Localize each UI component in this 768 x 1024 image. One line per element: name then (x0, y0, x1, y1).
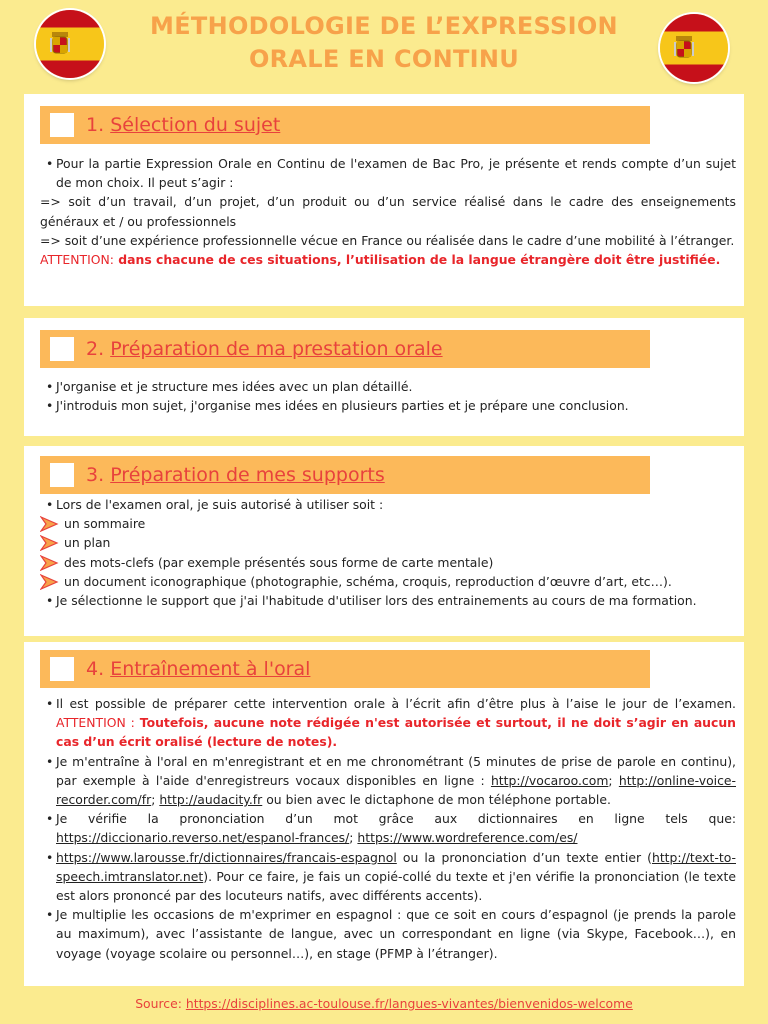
list-item: • Lors de l'examen oral, je suis autorisé à utiliser soit : (40, 495, 736, 514)
coat-of-arms-icon (674, 36, 694, 60)
spain-flag-icon (660, 14, 728, 82)
section-title: Sélection du sujet (110, 114, 281, 136)
attention-text: Toutefois, aucune note rédigée n'est autorisée et surtout, il ne doit s’agir en aucun cas d’un écrit oralisé (lecture de notes). (56, 715, 736, 750)
section-1-header (40, 106, 650, 144)
list-item: • Je sélectionne le support que j'ai l'habitude d'utiliser lors des entrainements au cours de ma formation. (40, 591, 736, 610)
section-1-body (40, 154, 736, 269)
link-vocaroo[interactable]: http://vocaroo.com (490, 772, 609, 788)
spain-flag-icon (36, 10, 104, 78)
list-item: un sommaire (40, 514, 736, 533)
link-reverso[interactable]: https://diccionario.reverso.net/espanol-frances/ (56, 830, 350, 846)
arrow-bullet-icon (40, 516, 60, 532)
checkbox-icon (50, 337, 74, 361)
section-1-card (24, 94, 744, 306)
section-4-header (40, 650, 650, 688)
list-item: • Je multiplie les occasions de m'exprimer en espagnol : que ce soit en cours d’espagnol (je prends la parole au maximum), avec l’assistante de langue, avec un correspondant en ligne (via Skype, Facebook…), en voyage (voyage scolaire ou personnel…), en stage (PFMP à l’étranger). (40, 905, 736, 963)
attention-label: ATTENTION: (40, 252, 114, 268)
arrow-bullet-icon (40, 535, 60, 551)
link-wordreference[interactable]: https://www.wordreference.com/es/ (357, 830, 578, 846)
section-2-header (40, 330, 650, 368)
list-item: • Je vérifie la prononciation d’un mot grâce aux dictionnaires en ligne tels que: https://diccionario.reverso.net/espanol-frances/; https://www.wordreference.com/es/ (40, 809, 736, 847)
list-item: • J'introduis mon sujet, j'organise mes idées en plusieurs parties et je prépare une conclusion. (40, 396, 736, 415)
page-title (130, 10, 638, 76)
section-3-card (24, 446, 744, 636)
section-3-header (40, 456, 650, 494)
link-online-voice-recorder[interactable]: http://online-voice-recorder.com/fr (56, 772, 736, 808)
section-4-card (24, 642, 744, 986)
title-line-1: MÉTHODOLOGIE DE L’EXPRESSION (150, 12, 618, 40)
source-footer (0, 996, 768, 1011)
section-title: Préparation de mes supports (110, 464, 385, 486)
arrow-bullet-icon (40, 555, 60, 571)
section-number: 4. (86, 658, 105, 680)
checkbox-icon (50, 657, 74, 681)
paragraph: => soit d’un travail, d’un projet, d’un produit ou d’un service réalisé dans le cadre des enseignements généraux et / ou professionnels (40, 194, 736, 229)
attention-text: dans chacune de ces situations, l’utilisation de la langue étrangère doit être justifiée. (113, 252, 721, 268)
section-title: Préparation de ma prestation orale (110, 338, 443, 360)
link-audacity[interactable]: http://audacity.fr (159, 792, 263, 808)
link-larousse[interactable]: https://www.larousse.fr/dictionnaires/francais-espagnol (56, 849, 397, 865)
arrow-bullet-icon (40, 574, 60, 590)
paragraph: • Pour la partie Expression Orale en Continu de l'examen de Bac Pro, je présente et rends compte d’un sujet de mon choix. Il peut s’agir : (40, 154, 736, 192)
title-line-2: ORALE EN CONTINU (248, 45, 520, 73)
list-item: • Je m'entraîne à l'oral en m'enregistrant et en me chronométrant (5 minutes de prise de parole en continu), par exemple à l'aide d'enregistreurs vocaux disponibles en ligne : http://vocaroo.com; http://online-voice-recorder.com/fr; http://audacity.fr ou bien avec le dictaphone de mon téléphone portable. (40, 752, 736, 810)
checkbox-icon (50, 113, 74, 137)
section-3-body (40, 495, 736, 610)
section-2-card (24, 318, 744, 436)
source-link[interactable]: https://disciplines.ac-toulouse.fr/langues-vivantes/bienvenidos-welcome (185, 996, 633, 1011)
list-item: des mots-clefs (par exemple présentés sous forme de carte mentale) (40, 553, 736, 572)
section-2-body (40, 377, 736, 415)
list-item: • Il est possible de préparer cette intervention orale à l’écrit afin d’être plus à l’aise le jour de l’examen. ATTENTION : Toutefois, aucune note rédigée n'est autorisée et surtout, il ne doit s’agir en aucun cas d’un écrit oralisé (lecture de notes). (40, 694, 736, 752)
list-item: un document iconographique (photographie, schéma, croquis, reproduction d’œuvre d’art, etc…). (40, 572, 736, 591)
list-item: • https://www.larousse.fr/dictionnaires/francais-espagnol ou la prononciation d’un texte entier (http://text-to-speech.imtranslator.net). Pour ce faire, je fais un copié-collé du texte et j'en vérifie la prononciation (le texte est alors prononcé par des locuteurs natifs, avec différents accents). (40, 848, 736, 906)
attention-label: ATTENTION : (56, 715, 140, 731)
section-4-body (40, 694, 736, 963)
coat-of-arms-icon (50, 32, 70, 56)
checkbox-icon (50, 463, 74, 487)
source-label: Source: (135, 996, 186, 1011)
list-item: • J'organise et je structure mes idées avec un plan détaillé. (40, 377, 736, 396)
attention-note (40, 250, 736, 269)
list-item: un plan (40, 533, 736, 552)
link-imtranslator[interactable]: http://text-to-speech.imtranslator.net (56, 849, 736, 884)
section-title: Entraînement à l'oral (110, 658, 311, 680)
section-number: 2. (86, 338, 105, 360)
paragraph: => soit d’une expérience professionnelle vécue en France ou réalisée dans le cadre d’une mobilité à l’étranger. (40, 232, 735, 248)
section-number: 3. (86, 464, 105, 486)
section-number: 1. (86, 114, 105, 136)
